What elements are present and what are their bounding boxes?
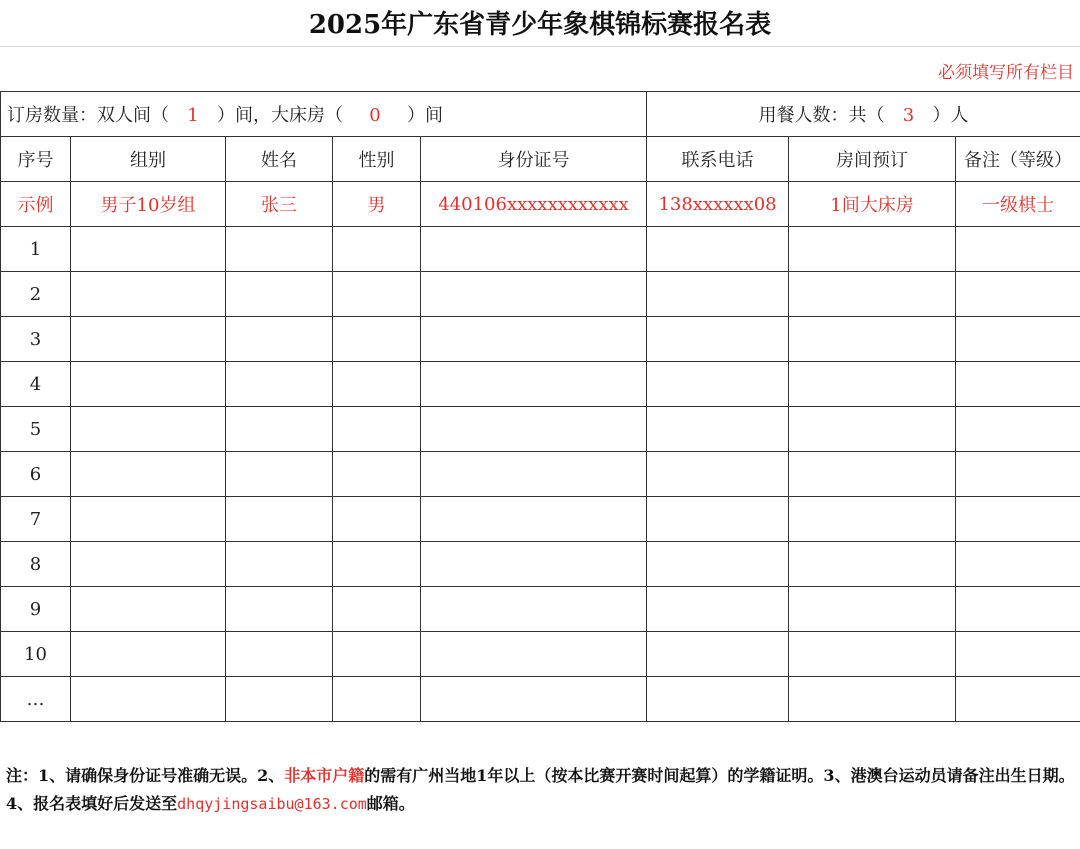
meal-count[interactable]: 3 [902, 105, 915, 126]
header-row [1, 137, 1080, 182]
entry-cell[interactable] [789, 542, 956, 587]
example-row [1, 182, 1080, 227]
table-row [1, 452, 1080, 497]
entry-cell[interactable] [71, 497, 226, 542]
double-room-count[interactable]: 1 [187, 105, 199, 126]
entry-cell[interactable] [421, 227, 647, 272]
row-number: 3 [1, 317, 71, 362]
entry-cell[interactable] [789, 317, 956, 362]
king-room-unit: ）间 [407, 105, 443, 126]
entry-cell[interactable] [789, 497, 956, 542]
example-cell: 张三 [226, 182, 333, 227]
entry-cell[interactable] [789, 407, 956, 452]
entry-cell[interactable] [333, 542, 421, 587]
entry-cell[interactable] [956, 542, 1080, 587]
entry-cell[interactable] [956, 407, 1080, 452]
column-header: 身份证号 [421, 137, 647, 182]
column-header: 姓名 [226, 137, 333, 182]
entry-cell[interactable] [71, 452, 226, 497]
example-cell: 1间大床房 [789, 182, 956, 227]
example-cell: 一级棋士 [956, 182, 1080, 227]
entry-cell[interactable] [421, 362, 647, 407]
entry-cell[interactable] [789, 227, 956, 272]
entry-cell[interactable] [956, 362, 1080, 407]
entry-cell[interactable] [333, 452, 421, 497]
example-cell: 440106xxxxxxxxxxxx [421, 182, 647, 227]
entry-cell[interactable] [789, 362, 956, 407]
entry-cell[interactable] [71, 587, 226, 632]
entry-cell[interactable] [226, 272, 333, 317]
king-room-count[interactable]: 0 [369, 105, 381, 126]
entry-cell[interactable] [647, 587, 789, 632]
entry-cell[interactable] [333, 407, 421, 452]
entry-cell[interactable] [789, 452, 956, 497]
entry-cell[interactable] [647, 227, 789, 272]
entry-cell[interactable] [421, 632, 647, 677]
entry-cell[interactable] [226, 587, 333, 632]
table-row [1, 272, 1080, 317]
entry-cell[interactable] [647, 362, 789, 407]
entry-cell[interactable] [789, 272, 956, 317]
meal-count-cell[interactable] [647, 92, 1080, 137]
table-row [1, 407, 1080, 452]
table-row [1, 632, 1080, 677]
entry-cell[interactable] [421, 317, 647, 362]
table-row [1, 317, 1080, 362]
entry-cell[interactable] [956, 227, 1080, 272]
row-number: 7 [1, 497, 71, 542]
entry-cell[interactable] [647, 317, 789, 362]
entry-cell[interactable] [421, 677, 647, 722]
entry-cell[interactable] [333, 677, 421, 722]
entry-cell[interactable] [71, 677, 226, 722]
note-email[interactable]: dhqyjingsaibu@163.com [177, 795, 367, 813]
entry-cell[interactable] [647, 452, 789, 497]
entry-cell[interactable] [956, 317, 1080, 362]
entry-cell[interactable] [333, 227, 421, 272]
example-cell: 138xxxxxx08 [647, 182, 789, 227]
entry-cell[interactable] [647, 497, 789, 542]
note-highlight: 非本市户籍 [284, 766, 365, 785]
entry-cell[interactable] [956, 497, 1080, 542]
entry-cell[interactable] [647, 542, 789, 587]
row-number: … [1, 677, 71, 722]
entry-cell[interactable] [647, 407, 789, 452]
row-number: 4 [1, 362, 71, 407]
entry-cell[interactable] [333, 587, 421, 632]
row-number: 9 [1, 587, 71, 632]
entry-cell[interactable] [956, 632, 1080, 677]
room-booking-cell[interactable] [1, 92, 647, 137]
entry-cell[interactable] [647, 272, 789, 317]
entry-cell[interactable] [421, 497, 647, 542]
entry-cell[interactable] [789, 632, 956, 677]
entry-cell[interactable] [226, 407, 333, 452]
footnote [6, 762, 1076, 818]
row-number: 2 [1, 272, 71, 317]
title-divider [0, 46, 1080, 47]
booking-row [1, 92, 1080, 137]
entry-cell[interactable] [226, 317, 333, 362]
table-row [1, 497, 1080, 542]
table-row [1, 542, 1080, 587]
double-room-unit: ）间，大床房（ [217, 105, 343, 126]
entry-cell[interactable] [789, 587, 956, 632]
row-number: 5 [1, 407, 71, 452]
entry-cell[interactable] [226, 632, 333, 677]
entry-cell[interactable] [71, 227, 226, 272]
entry-cell[interactable] [956, 452, 1080, 497]
entry-cell[interactable] [333, 317, 421, 362]
meal-unit: ）人 [932, 105, 969, 126]
entry-cell[interactable] [956, 272, 1080, 317]
example-cell: 男 [333, 182, 421, 227]
entry-cell[interactable] [226, 677, 333, 722]
form-title: 2025年广东省青少年象棋锦标赛报名表 [308, 10, 772, 40]
column-header: 房间预订 [789, 137, 956, 182]
row-number: 6 [1, 452, 71, 497]
example-cell: 示例 [1, 182, 71, 227]
row-number: 8 [1, 542, 71, 587]
entry-cell[interactable] [421, 407, 647, 452]
table-row [1, 677, 1080, 722]
entry-cell[interactable] [333, 362, 421, 407]
column-header: 性别 [333, 137, 421, 182]
entry-cell[interactable] [71, 272, 226, 317]
entry-cell[interactable] [71, 407, 226, 452]
entry-cell[interactable] [71, 632, 226, 677]
table-row [1, 587, 1080, 632]
entry-cell[interactable] [226, 227, 333, 272]
entry-cell[interactable] [421, 452, 647, 497]
entry-cell[interactable] [789, 677, 956, 722]
entry-cell[interactable] [333, 632, 421, 677]
entry-cell[interactable] [956, 677, 1080, 722]
entry-cell[interactable] [647, 632, 789, 677]
note-part3: 邮箱。 [366, 794, 415, 813]
room-label: 订房数量：双人间（ [7, 105, 169, 126]
column-header: 备注（等级） [956, 137, 1080, 182]
entry-cell[interactable] [421, 587, 647, 632]
note-part1: 注：1、请确保身份证号准确无误。2、 [6, 766, 285, 785]
column-header: 组别 [71, 137, 226, 182]
registration-table [0, 91, 1080, 722]
table-row [1, 227, 1080, 272]
entry-cell[interactable] [71, 317, 226, 362]
entry-cell[interactable] [226, 452, 333, 497]
entry-cell[interactable] [421, 542, 647, 587]
example-cell: 男子10岁组 [71, 182, 226, 227]
column-header: 序号 [1, 137, 71, 182]
entry-cell[interactable] [226, 362, 333, 407]
table-row [1, 362, 1080, 407]
required-notice: 必须填写所有栏目 [938, 63, 1074, 83]
entry-cell[interactable] [226, 542, 333, 587]
entry-cell[interactable] [647, 677, 789, 722]
entry-cell[interactable] [421, 272, 647, 317]
entry-cell[interactable] [333, 272, 421, 317]
column-header: 联系电话 [647, 137, 789, 182]
entry-cell[interactable] [71, 542, 226, 587]
meal-label: 用餐人数：共（ [758, 105, 885, 126]
entry-cell[interactable] [333, 497, 421, 542]
note-part2: 的需有广州当地1年以上（按本比赛开赛时间起算）的学籍证明。3、港澳台运动员请备注出生日期。4、报名表填好后发送至 [6, 766, 1075, 813]
row-number: 10 [1, 632, 71, 677]
entry-cell[interactable] [956, 587, 1080, 632]
row-number: 1 [1, 227, 71, 272]
entry-cell[interactable] [226, 497, 333, 542]
entry-cell[interactable] [71, 362, 226, 407]
data-rows [1, 227, 1080, 722]
